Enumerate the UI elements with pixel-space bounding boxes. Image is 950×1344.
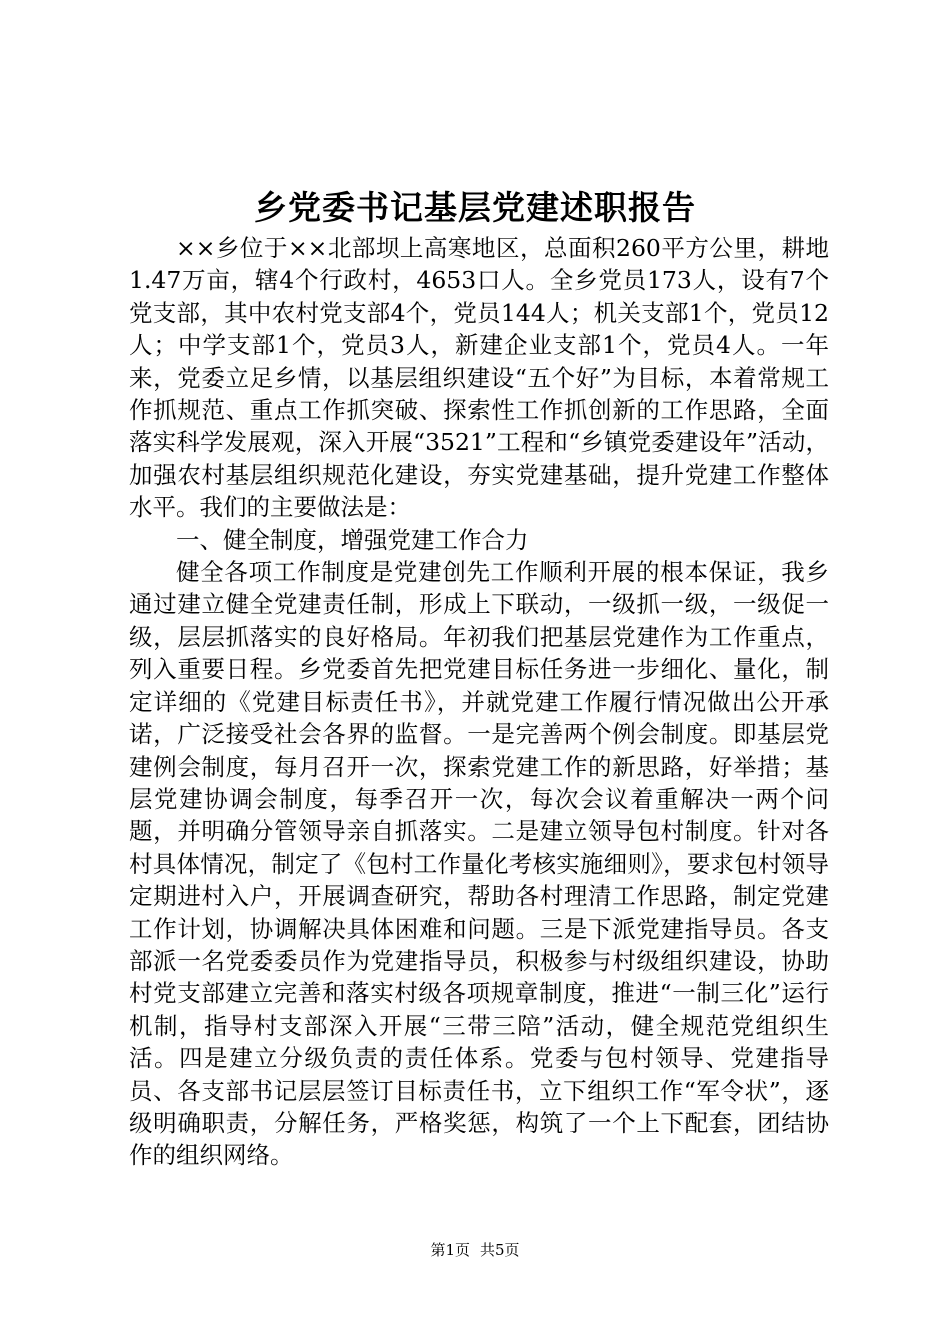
page-footer (0, 1240, 950, 1260)
paragraph-section-1: 健全各项工作制度是党建创先工作顺利开展的根本保证，我乡通过建立健全党建责任制，形成上下联动，一级抓一级，一级促一级，层层抓落实的良好格局。年初我们把基层党建作为工作重点，列入重要日程。乡党委首先把党建目标任务进一步细化、量化，制定详细的《党建目标责任书》，并就党建工作履行情况做出公开承诺，广泛接受社会各界的监督。一是完善两个例会制度。即基层党建例会制度，每月召开一次，探索党建工作的新思路，好举措；基层党建协调会制度，每季召开一次，每次会议着重解决一两个问题，并明确分管领导亲自抓落实。二是建立领导包村制度。针对各村具体情况，制定了《包村工作量化考核实施细则》，要求包村领导定期进村入户，开展调查研究，帮助各村理清工作思路，制定党建工作计划，协调解决具体困难和问题。三是下派党建指导员。各支部派一名党委委员作为党建指导员，积极参与村级组织建设，协助村党支部建立完善和落实村级各项规章制度，推进“一制三化”运行机制，指导村支部深入开展“三带三陪”活动，健全规范党组织生活。四是建立分级负责的责任体系。党委与包村领导、党建指导员、各支部书记层层签订目标责任书，立下组织工作“军令状”，逐级明确职责，分解任务，严格奖惩，构筑了一个上下配套，团结协作的组织网络。 (129, 558, 829, 1170)
page-number: 第1页 (430, 1241, 470, 1259)
section-heading: 一、健全制度，增强党建工作合力 (176, 525, 529, 554)
document-title: 乡党委书记基层党建述职报告 (254, 188, 696, 227)
paragraph-intro: ××乡位于××北部坝上高寒地区，总面积260平方公里，耕地1.47万亩，辖4个行政村，4653口人。全乡党员173人，设有7个党支部，其中农村党支部4个，党员144人；机关支部1个，党员12人；中学支部1个，党员3人，新建企业支部1个，党员4人。一年来，党委立足乡情，以基层组织建设“五个好”为目标，本着常规工作抓规范、重点工作抓突破、探索性工作抓创新的工作思路，全面落实科学发展观，深入开展“3521”工程和“乡镇党委建设年”活动，加强农村基层组织规范化建设，夯实党建基础，提升党建工作整体水平。我们的主要做法是： (129, 234, 829, 522)
page-total: 共5页 (480, 1241, 520, 1259)
document-body (129, 232, 829, 1172)
